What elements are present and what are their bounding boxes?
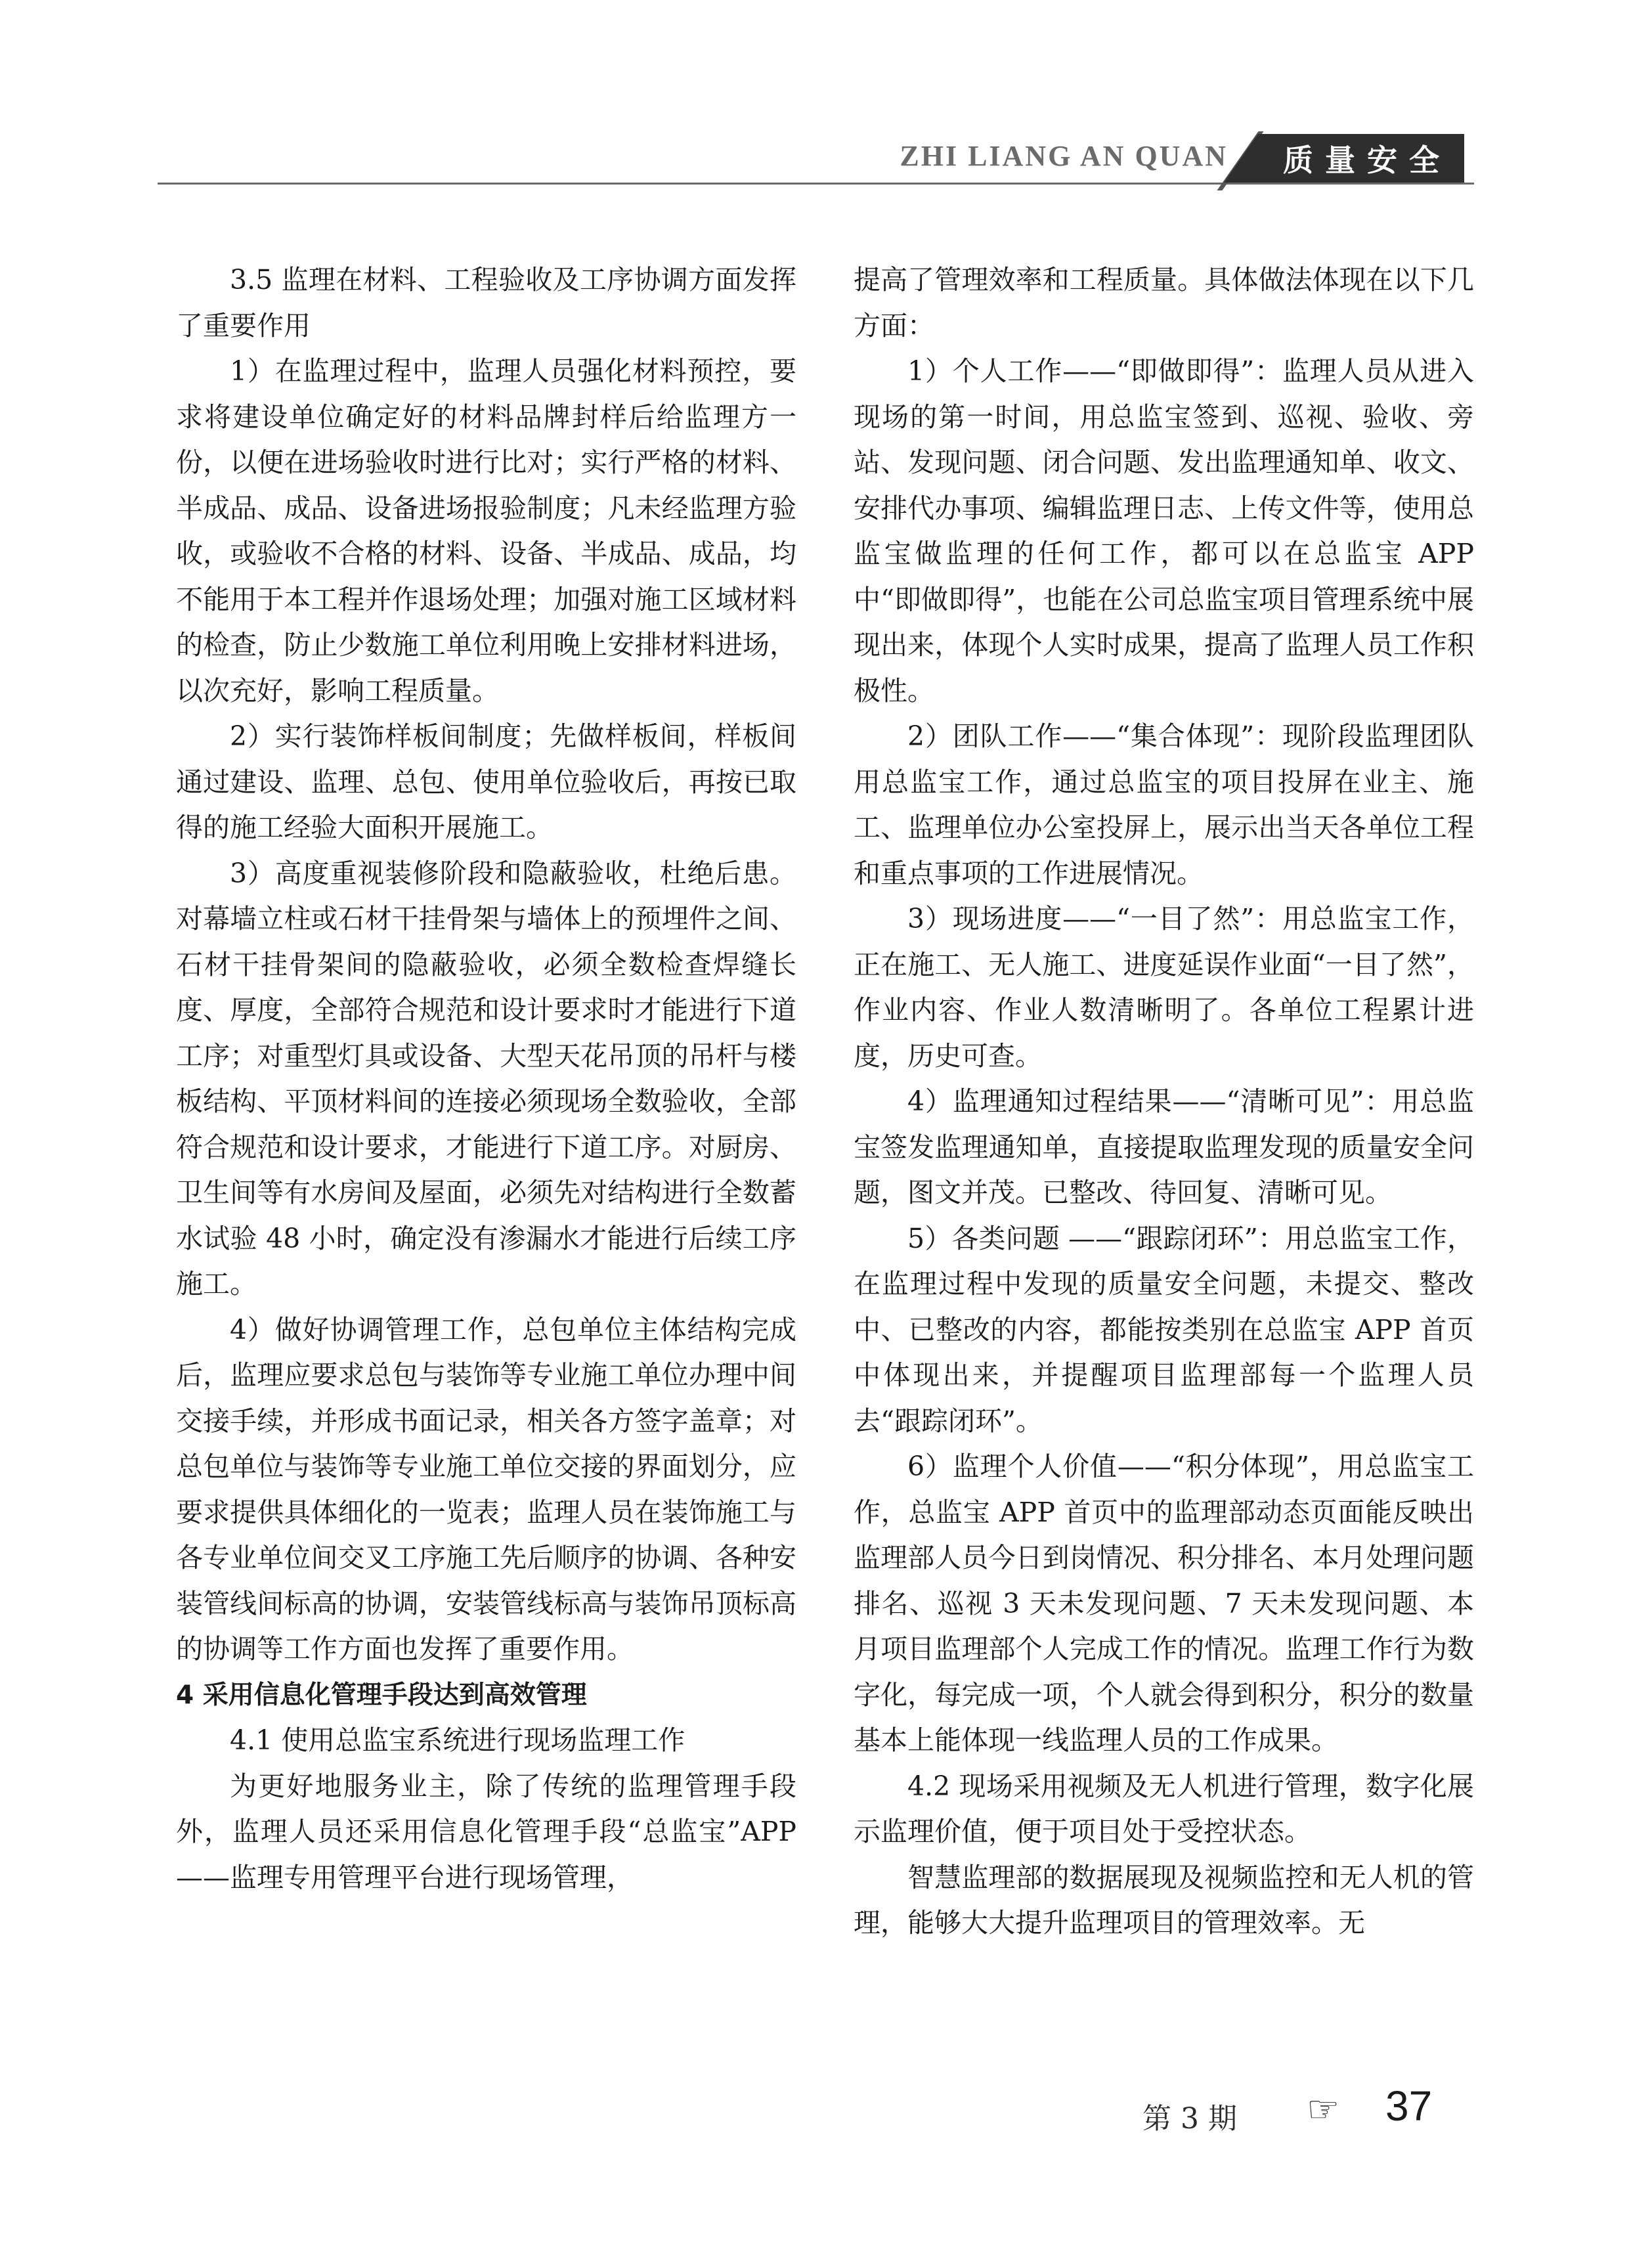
header-rule (158, 183, 1474, 185)
page-number: 37 (1385, 2082, 1433, 2130)
pointing-hand-icon: ☞ (1307, 2088, 1340, 2131)
section-heading-4: 4 采用信息化管理手段达到高效管理 (176, 1680, 587, 1710)
paragraph: 5）各类问题 ——“跟踪闭环”：用总监宝工作，在监理过程中发现的质量安全问题，未提交、整改中、已整改的内容，都能按类别在总监宝 APP 首页中体现出来，并提醒项目监理部每一个监理人员去“跟踪闭环”。 (854, 1222, 1474, 1437)
paragraph: 1）在监理过程中，监理人员强化材料预控，要求将建设单位确定好的材料品牌封样后给监理方一份，以便在进场验收时进行比对；实行严格的材料、半成品、成品、设备进场报验制度；凡未经监理方验收，或验收不合格的材料、设备、半成品、成品，均不能用于本工程并作退场处理；加强对施工区域材料的检查，防止少数施工单位利用晚上安排材料进场，以次充好，影响工程质量。 (176, 355, 796, 707)
subsection-heading-4-2: 4.2 现场采用视频及无人机进行管理，数字化展示监理价值，便于项目处于受控状态。 (854, 1770, 1474, 1847)
subsection-heading-3-5: 3.5 监理在材料、工程验收及工序协调方面发挥了重要作用 (176, 264, 796, 341)
section-badge: 质量安全 (1261, 134, 1464, 183)
issue-label: 第 3 期 (1142, 2102, 1237, 2136)
subsection-heading-4-1: 4.1 使用总监宝系统进行现场监理工作 (230, 1724, 685, 1756)
paragraph: 2）团队工作——“集合体现”：现阶段监理团队用总监宝工作，通过总监宝的项目投屏在业主、施工、监理单位办公室投屏上，展示出当天各单位工程和重点事项的工作进展情况。 (854, 720, 1474, 889)
paragraph: 6）监理个人价值——“积分体现”，用总监宝工作，总监宝 APP 首页中的监理部动态页面能反映出监理部人员今日到岗情况、积分排名、本月处理问题排名、巡视 3 天未发现问题、7 天未发现问题、本月项目监理部个人完成工作的情况。监理工作行为数字化，每完成一项，个人就会得到积分，积分的数量基本上能体现一线监理人员的工作成果。 (854, 1451, 1474, 1756)
right-column (854, 257, 1474, 1946)
paragraph: 智慧监理部的数据展现及视频监控和无人机的管理，能够大大提升监理项目的管理效率。无 (854, 1861, 1474, 1939)
paragraph: 1）个人工作——“即做即得”：监理人员从进入现场的第一时间，用总监宝签到、巡视、验收、旁站、发现问题、闭合问题、发出监理通知单、收文、安排代办事项、编辑监理日志、上传文件等，使用总监宝做监理的任何工作，都可以在总监宝 APP 中“即做即得”，也能在公司总监宝项目管理系统中展现出来，体现个人实时成果，提高了监理人员工作积极性。 (854, 355, 1474, 707)
paragraph-continued: 提高了管理效率和工程质量。具体做法体现在以下几方面： (854, 264, 1474, 341)
section-pinyin: ZHI LIANG AN QUAN (900, 140, 1228, 172)
paragraph: 3）现场进度——“一目了然”：用总监宝工作，正在施工、无人施工、进度延误作业面“一目了然”，作业内容、作业人数清晰明了。各单位工程累计进度，历史可查。 (854, 903, 1474, 1072)
paragraph: 4）做好协调管理工作，总包单位主体结构完成后，监理应要求总包与装饰等专业施工单位办理中间交接手续，并形成书面记录，相关各方签字盖章；对总包单位与装饰等专业施工单位交接的界面划分，应要求提供具体细化的一览表；监理人员在装饰施工与各专业单位间交叉工序施工先后顺序的协调、各种安装管线间标高的协调，安装管线标高与装饰吊顶标高的协调等工作方面也发挥了重要作用。 (176, 1313, 796, 1665)
paragraph: 4）监理通知过程结果——“清晰可见”：用总监宝签发监理通知单，直接提取监理发现的质量安全问题，图文并茂。已整改、待回复、清晰可见。 (854, 1085, 1474, 1208)
left-column (176, 257, 796, 1900)
paragraph: 为更好地服务业主，除了传统的监理管理手段外，监理人员还采用信息化管理手段“总监宝”APP——监理专用管理平台进行现场管理， (176, 1770, 796, 1893)
paragraph: 3）高度重视装修阶段和隐蔽验收，杜绝后患。对幕墙立柱或石材干挂骨架与墙体上的预埋件之间、石材干挂骨架间的隐蔽验收，必须全数检查焊缝长度、厚度，全部符合规范和设计要求时才能进行下道工序；对重型灯具或设备、大型天花吊顶的吊杆与楼板结构、平顶材料间的连接必须现场全数验收，全部符合规范和设计要求，才能进行下道工序。对厨房、卫生间等有水房间及屋面，必须先对结构进行全数蓄水试验 48 小时，确定没有渗漏水才能进行后续工序施工。 (176, 857, 796, 1300)
paragraph: 2）实行装饰样板间制度；先做样板间，样板间通过建设、监理、总包、使用单位验收后，再按已取得的施工经验大面积开展施工。 (176, 720, 796, 843)
